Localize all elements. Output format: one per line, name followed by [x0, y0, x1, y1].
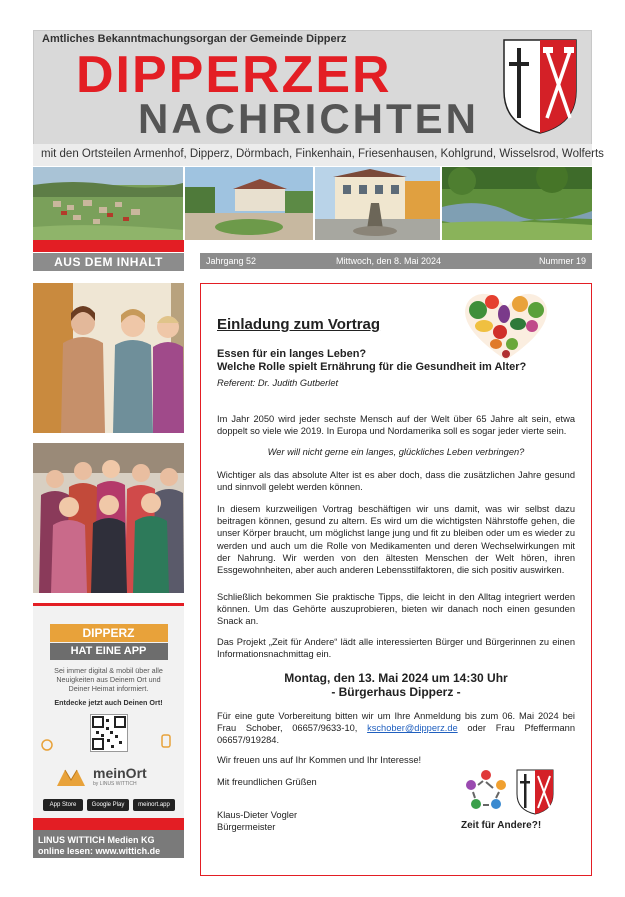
volume: Jahrgang 52	[206, 256, 257, 266]
photo-group-three-women	[33, 283, 184, 433]
sidebar-red-bar	[33, 240, 184, 252]
paragraph-5: Das Projekt „Zeit für Andere“ lädt alle interessierten Bürger und Bürgerinnen zu einen Informationsnachmittag ein.	[217, 637, 575, 660]
app-ad-cta: Entdecke jetzt auch Deinen Ort!	[54, 698, 163, 707]
sidebar-red-bar-bottom	[33, 818, 184, 830]
publisher-name: LINUS WITTICH Medien KG	[38, 835, 155, 845]
vegetable-heart-icon	[460, 288, 552, 362]
signer-name: Klaus-Dieter Vogler	[217, 810, 298, 820]
google-play-badge[interactable]: Google Play	[87, 799, 129, 811]
hand-drawn-pin-icon	[41, 738, 53, 750]
online-link[interactable]: online lesen: www.wittich.de	[38, 846, 161, 856]
paragraph-1: Im Jahr 2050 wird jeder sechste Mensch auf der Welt über 65 Jahre alt sein, etwa doppelt so viele wie 2019. In Europa und Nordamerika soll es sogar jeder vierte sein.	[217, 414, 575, 437]
municipal-crest-icon	[500, 36, 580, 136]
photo-fountain-square	[315, 167, 440, 240]
email-link[interactable]: kschober@dipperz.de	[367, 723, 458, 734]
districts-line: mit den Ortsteilen Armenhof, Dipperz, Dörmbach, Finkenhain, Friesenhausen, Kohlgrund, Wisselsrod, Wolferts	[33, 144, 592, 166]
app-store-badge[interactable]: App Store	[43, 799, 83, 811]
registration-text-b: oder Frau Pfeffermann 06657/919284.	[217, 723, 576, 746]
app-ad-text-2: Neuigkeiten aus Deinem Ort und	[56, 675, 161, 684]
hand-drawn-phone-icon	[159, 734, 173, 748]
small-crest-icon	[515, 768, 555, 816]
issue-number: Nummer 19	[539, 256, 587, 266]
paragraph-registration	[217, 710, 575, 747]
photo-stream-park	[442, 167, 592, 240]
paragraph-closing: Wir freuen uns auf Ihr Kommen und Ihr Interesse!	[217, 755, 422, 765]
app-ad-brand: DIPPERZ	[50, 624, 168, 642]
photo-village-aerial	[33, 167, 183, 240]
qr-code-icon[interactable]	[90, 714, 128, 752]
contents-label: AUS DEM INHALT	[33, 253, 184, 271]
article-title: Einladung zum Vortrag	[217, 316, 381, 333]
event-date: Montag, den 13. Mai 2024 um 14:30 Uhr	[284, 671, 508, 685]
issue-info-bar	[200, 253, 592, 269]
app-advertisement[interactable]	[33, 603, 184, 818]
registration-text-a: Für eine gute Vorbereitung bitten wir um Ihre Anmeldung bis zum 06. Mai 2024 bei Frau Schober, 06657/9633-10,	[217, 711, 575, 734]
web-app-badge[interactable]: meinort.app	[133, 799, 175, 811]
app-ad-headline: HAT EINE APP	[50, 643, 168, 660]
paragraph-3: In diesem kurzweiligen Vortrag beschäftigen wir uns damit, was wir selbst dazu beitragen können, gesund zu altern. Es wird um die wichtigsten Nährstoffe gehen, die unser Körper braucht, um möglichst lange jung und fit zu bleiben oder um es wieder zu werden und auch um die Rolle von Medikamenten und deren Wechselwirkungen mit der Nahrung. Wir werden von den ältesten Menschen der Welt hören, ihren Essgewohnheiten, aber auch anderen Lebensstilfaktoren, die sich positiv auswirken.	[217, 504, 575, 576]
photo-buergerhaus	[185, 167, 313, 240]
app-ad-text-3: Deiner Heimat informiert.	[68, 684, 149, 693]
meinort-logo-icon	[55, 764, 87, 788]
publisher-box	[33, 830, 184, 858]
article-subtitle-2: Welche Rolle spielt Ernährung für die Gesundheit im Alter?	[217, 361, 527, 373]
org-line: Amtliches Bekanntmachungsorgan der Gemeinde Dipperz	[42, 33, 347, 45]
article-referent: Referent: Dr. Judith Gutberlet	[217, 378, 339, 388]
paragraph-2: Wichtiger als das absolute Alter ist es aber doch, dass die zusätzlichen Jahre gesund und sinnvoll gelebt werden können.	[217, 470, 575, 493]
title-dipperzer: DIPPERZER	[76, 46, 392, 104]
issue-date: Mittwoch, den 8. Mai 2024	[336, 256, 442, 266]
greeting: Mit freundlichen Grüßen	[217, 777, 317, 787]
photo-group-volunteers	[33, 443, 184, 593]
event-location: - Bürgerhaus Dipperz -	[331, 685, 461, 699]
zeit-fuer-andere-logo-text: Zeit für Andere?!	[461, 820, 542, 831]
paragraph-question: Wer will nicht gerne ein langes, glückliches Leben verbringen?	[267, 447, 525, 457]
title-nachrichten: NACHRICHTEN	[138, 95, 479, 142]
app-by: by LINUS WITTICH	[93, 781, 137, 787]
article-subtitle-1: Essen für ein langes Leben?	[217, 348, 367, 360]
app-ad-text-1: Sei immer digital & mobil über alle	[54, 666, 163, 675]
app-name: meinOrt	[93, 765, 147, 781]
signer-title: Bürgermeister	[217, 822, 276, 832]
people-circle-logo-icon	[463, 768, 509, 814]
paragraph-4: Schließlich bekommen Sie praktische Tipps, die leicht in den Alltag integriert werden können. Um das Gehörte auszuprobieren, bieten wir danach noch einen gesunden Snack an.	[217, 592, 575, 627]
